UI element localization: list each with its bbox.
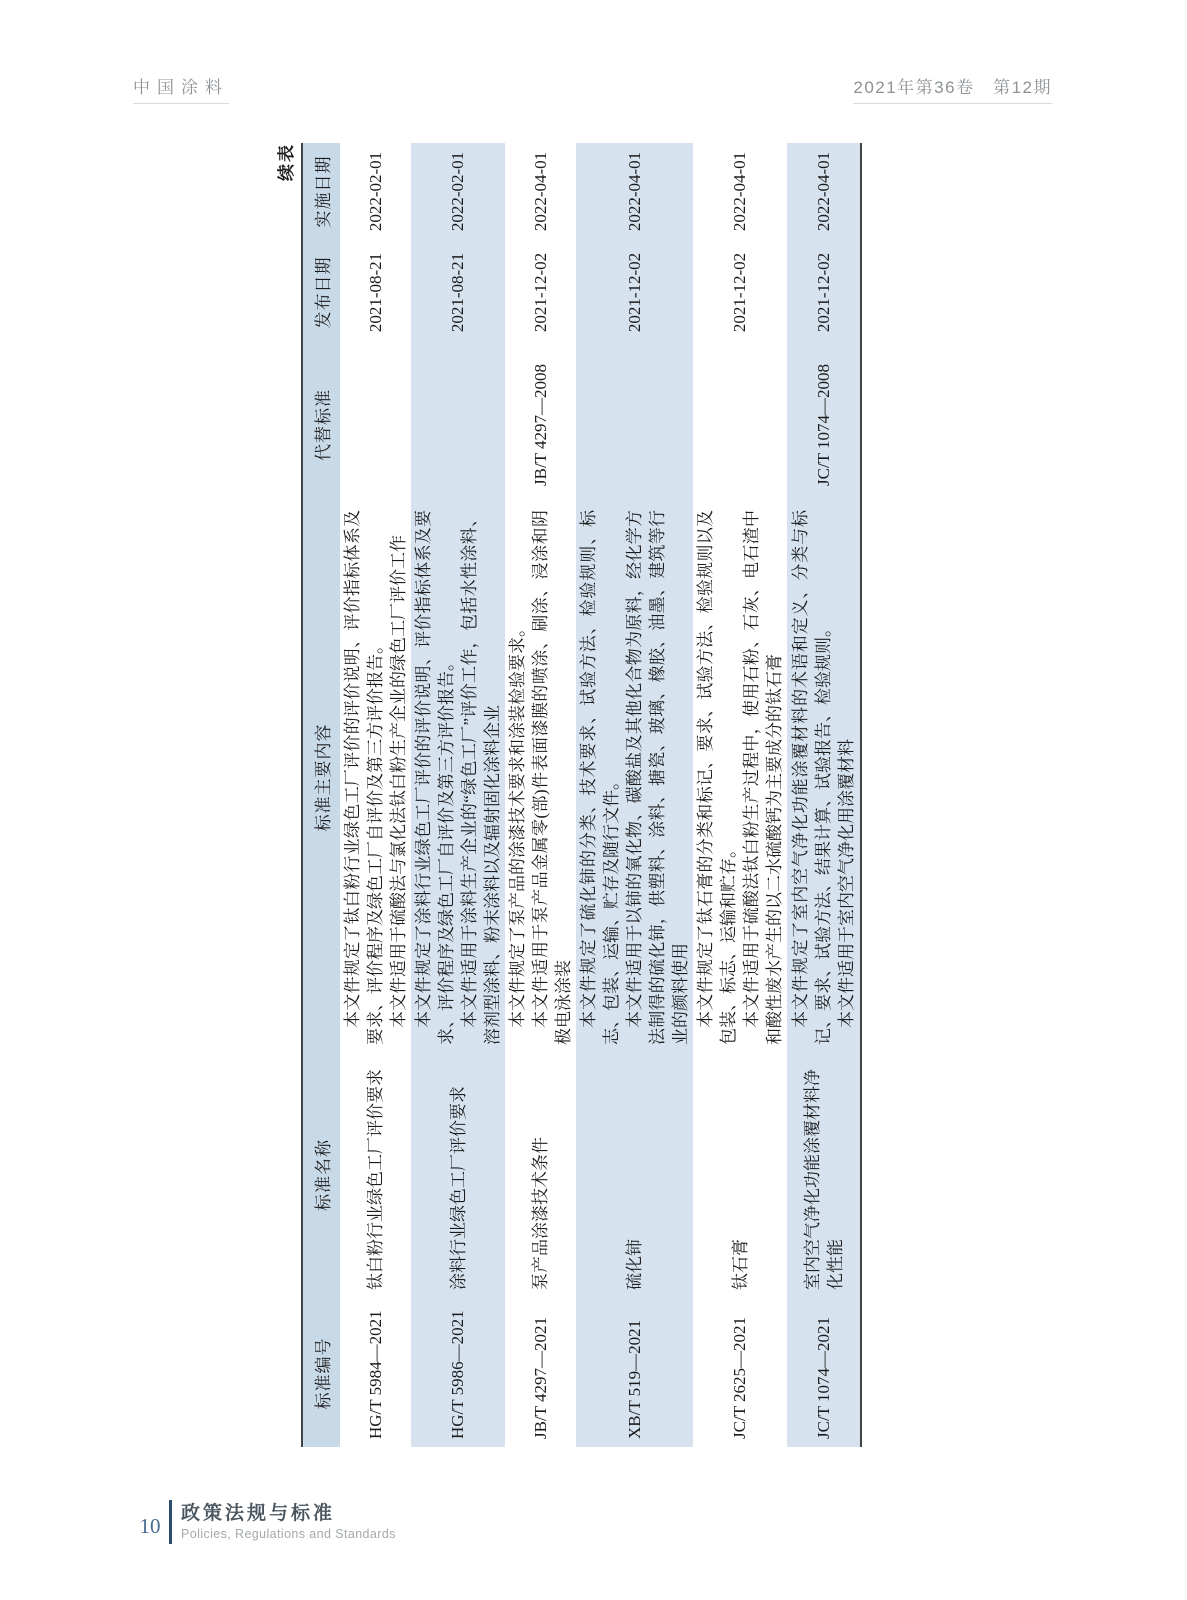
- page-footer: [133, 1497, 396, 1547]
- std-number-cell: JC/T 2625—2021: [730, 1316, 749, 1439]
- std-number-cell: HG/T 5984—2021: [365, 1310, 385, 1439]
- content-paragraph: 本文件适用于泵产品金属零(部)件表面漆膜的喷涂、刷涂、浸涂和阴极电泳涂装: [531, 510, 573, 1045]
- std-name-cell: 钛白粉行业绿色工厂评价要求: [366, 1069, 385, 1290]
- std-content-cell: [505, 505, 576, 1050]
- publish-date-cell: 2021-12-02: [787, 240, 861, 345]
- content-paragraph: 本文件规定了硫化铈的分类、技术要求、试验方法、检验规则、标志、包装、运输、贮存及随行文件。: [579, 510, 621, 1045]
- content-paragraph: 本文件规定了涂料行业绿色工厂评价的评价说明、评价指标体系及要求、评价程序及绿色工厂自评价及第三方评价报告。: [414, 510, 456, 1045]
- std-name-cell: 泵产品涂漆技术条件: [531, 1137, 550, 1290]
- page-header: [133, 78, 1052, 104]
- replaced-std-cell: [693, 345, 787, 505]
- implement-date-cell: 2022-04-01: [730, 151, 749, 232]
- table-row: [693, 143, 787, 1447]
- std-name-cell: 室内空气净化功能涂覆材料净化性能: [787, 1050, 861, 1300]
- publish-date-cell: 2021-12-02: [576, 240, 693, 345]
- content-paragraph: 本文件规定了钛白粉行业绿色工厂评价的评价说明、评价指标体系及要求、评价程序及绿色工厂自评价及第三方评价报告。: [343, 510, 385, 1045]
- std-content-cell: [340, 505, 411, 1050]
- std-name-cell: 硫化铈: [576, 1050, 693, 1300]
- header-cell-implement-date: 实施日期: [302, 143, 340, 240]
- section-title-en: Policies, Regulations and Standards: [181, 1526, 396, 1541]
- footer-divider: [169, 1500, 172, 1544]
- implement-date-cell: 2022-04-01: [576, 143, 693, 240]
- std-content-cell: [411, 505, 505, 1050]
- journal-title: 中国涂料: [133, 73, 229, 104]
- publish-date-cell: 2021-12-02: [530, 252, 550, 333]
- content-paragraph: 本文件规定了室内空气净化功能涂覆材料的术语和定义、分类与标记、要求、试验方法、结果计算、试验报告、检验规则。: [791, 510, 833, 1045]
- table-row: [576, 143, 693, 1447]
- section-title-cn: 政策法规与标准: [181, 1502, 336, 1524]
- replaced-std-cell: [340, 345, 411, 505]
- replaced-std-cell: [411, 345, 505, 505]
- content-paragraph: 本文件规定了钛石膏的分类和标记、要求、试验方法、检验规则以及包装、标志、运输和贮存。: [696, 510, 738, 1045]
- publish-date-cell: 2021-08-21: [411, 240, 505, 345]
- table-row: [787, 143, 861, 1447]
- implement-date-cell: 2022-04-01: [787, 143, 861, 240]
- std-number-cell: XB/T 519—2021: [576, 1300, 693, 1447]
- header-cell-main-content: 标准主要内容: [302, 505, 340, 1050]
- continued-table-label: 续表: [277, 143, 296, 181]
- implement-date-cell: 2022-04-01: [530, 151, 550, 232]
- implement-date-cell: 2022-02-01: [411, 143, 505, 240]
- content-paragraph: 本文件适用于室内空气净化用涂覆材料: [837, 739, 856, 1028]
- implement-date-cell: 2022-02-01: [365, 151, 385, 232]
- table-row: [411, 143, 505, 1447]
- publish-date-cell: 2021-12-02: [730, 252, 749, 333]
- header-cell-std-number: 标准编号: [302, 1300, 340, 1447]
- std-name-cell: 钛石膏: [730, 1239, 750, 1290]
- replaced-std-cell: JB/T 4297—2008: [530, 364, 550, 487]
- content-paragraph: 本文件适用于以铈的氧化物、碳酸盐及其他化合物为原料，经化学方法制得的硫化铈，供塑料、涂料、搪瓷、玻璃、橡胶、油墨、建筑等行业的颜料使用: [625, 510, 690, 1045]
- footer-section: [181, 1502, 396, 1543]
- replaced-std-cell: [576, 345, 693, 505]
- table-row: [505, 143, 576, 1447]
- content-paragraph: 本文件适用于硫酸法钛白粉生产过程中，使用石粉、石灰、电石渣中和酸性废水产生的以二水硫酸钙为主要成分的钛石膏: [742, 510, 784, 1045]
- header-cell-publish-date: 发布日期: [302, 240, 340, 345]
- publish-date-cell: 2021-08-21: [365, 252, 385, 333]
- content-paragraph: 本文件适用于涂料生产企业的“绿色工厂”评价工作，包括水性涂料、溶剂型涂料、粉末涂料以及辐射固化涂料企业: [460, 510, 502, 1045]
- std-content-cell: [576, 505, 693, 1050]
- std-content-cell: [693, 505, 787, 1050]
- issue-info: 2021年第36卷 第12期: [853, 73, 1052, 104]
- header-cell-replaced-std: 代替标准: [302, 345, 340, 505]
- replaced-std-cell: JC/T 1074—2008: [787, 345, 861, 505]
- std-number-cell: JB/T 4297—2021: [530, 1316, 550, 1439]
- table-header-row: [302, 143, 340, 1447]
- content-paragraph: 本文件适用于硫酸法与氯化法钛白粉生产企业的绿色工厂评价工作: [389, 535, 408, 1028]
- header-cell-std-name: 标准名称: [302, 1050, 340, 1300]
- page-number: 10: [139, 1514, 161, 1538]
- content-paragraph: 本文件规定了泵产品的涂漆技术要求和涂装检验要求。: [508, 620, 527, 1028]
- std-content-cell: [787, 505, 861, 1050]
- std-name-cell: 涂料行业绿色工厂评价要求: [411, 1050, 505, 1300]
- rotated-table-container: [277, 143, 862, 1447]
- std-number-cell: HG/T 5986—2021: [411, 1300, 505, 1447]
- table-row: [340, 143, 411, 1447]
- std-number-cell: JC/T 1074—2021: [787, 1300, 861, 1447]
- standards-table: [301, 143, 862, 1447]
